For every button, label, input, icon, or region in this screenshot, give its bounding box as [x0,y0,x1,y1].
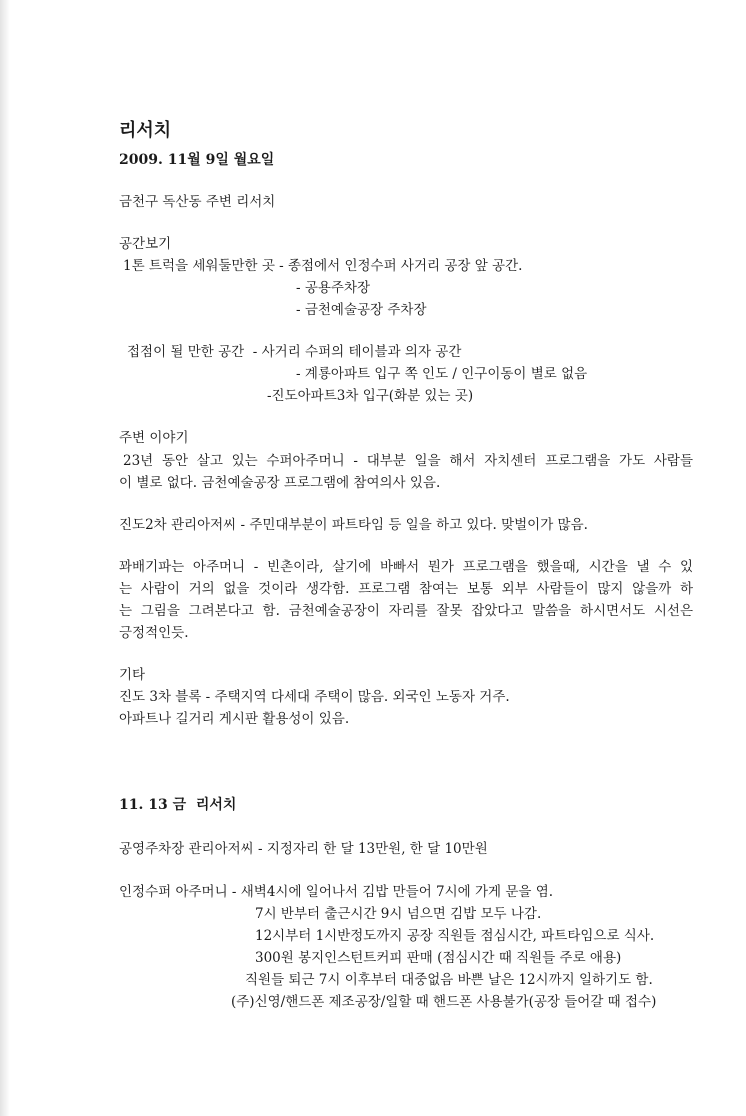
document-title: 리서치 [119,120,172,141]
market-owner-line: 인정수퍼 아주머니 - 새벽4시에 일어나서 김밥 만들어 7시에 가게 문을 염. [119,884,554,900]
market-owner-sub: (주)신영/핸드폰 제조공장/일할 때 핸드폰 사용불가(공장 들어갈 때 접수) [231,994,657,1010]
truck-space-sub: - 금천예술공장 주차장 [296,302,427,318]
market-owner-sub: 12시부터 1시반정도까지 공장 직원들 점심시간, 파트타임으로 식사. [255,928,655,944]
section-heading-stories: 주변 이야기 [119,430,189,446]
story-paragraph: 진도2차 관리아저씨 - 주민대부분이 파트타임 등 일을 하고 있다. 맞벌이가 많음. [119,517,588,533]
parking-attendant-line: 공영주차장 관리아저씨 - 지정자리 한 달 13만원, 한 달 10만원 [119,841,488,857]
contact-space-line: 접점이 될 만한 공간 - 사거리 수퍼의 테이블과 의자 공간 [127,344,462,360]
document-subject: 금천구 독산동 주변 리서치 [119,194,276,210]
story-paragraph-line: 이 별로 없다. 금천예술공장 프로그램에 참여의사 있음. [119,475,441,491]
contact-space-sub: - 계룡아파트 입구 쪽 인도 / 인구이동이 별로 없음 [296,366,588,382]
etc-line: 진도 3차 블록 - 주택지역 다세대 주택이 많음. 외국인 노동자 거주. [119,689,510,705]
truck-space-sub: - 공용주차장 [296,280,371,296]
document-date: 2009. 11월 9일 월요일 [119,152,275,168]
market-owner-sub: 300원 봉지인스턴트커피 판매 (점심시간 때 직원들 주로 애용) [255,950,622,966]
market-owner-sub: 직원들 퇴근 7시 이후부터 대중없음 바쁜 날은 12시까지 일하기도 함. [245,972,653,988]
story-paragraph-line: 는 사람이 거의 없을 것이라 생각함. 프로그램 참여는 보통 외부 사람들이 많지 않을까 하 [119,581,693,597]
truck-space-line: 1톤 트럭을 세워둘만한 곳 - 종점에서 인정수퍼 사거리 공장 앞 공간. [123,258,523,274]
section-heading-etc: 기타 [119,667,146,683]
story-paragraph-line: 꽈배기파는 아주머니 - 빈촌이라, 살기에 바빠서 뭔가 프로그램을 했을때, 시간을 낼 수 있 [119,559,693,575]
section-heading-research2: 11. 13 금 리서치 [119,797,237,813]
market-owner-sub: 7시 반부터 출근시간 9시 넘으면 김밥 모두 나감. [255,906,542,922]
section-heading-space: 공간보기 [119,236,172,252]
contact-space-sub: -진도아파트3차 입구(화분 있는 곳) [267,388,474,404]
page-edge-shadow [0,0,10,1116]
story-paragraph-line: 23년 동안 살고 있는 수퍼아주머니 - 대부분 일을 해서 자치센터 프로그램을 가도 사람들 [123,453,693,469]
story-paragraph-line: 는 그림을 그려본다고 함. 금천예술공장이 자리를 잘못 잡았다고 말씀을 하시면서도 시선은 [119,603,693,619]
story-paragraph-line: 긍정적인듯. [119,625,189,641]
etc-line: 아파트나 길거리 게시판 활용성이 있음. [119,711,350,727]
